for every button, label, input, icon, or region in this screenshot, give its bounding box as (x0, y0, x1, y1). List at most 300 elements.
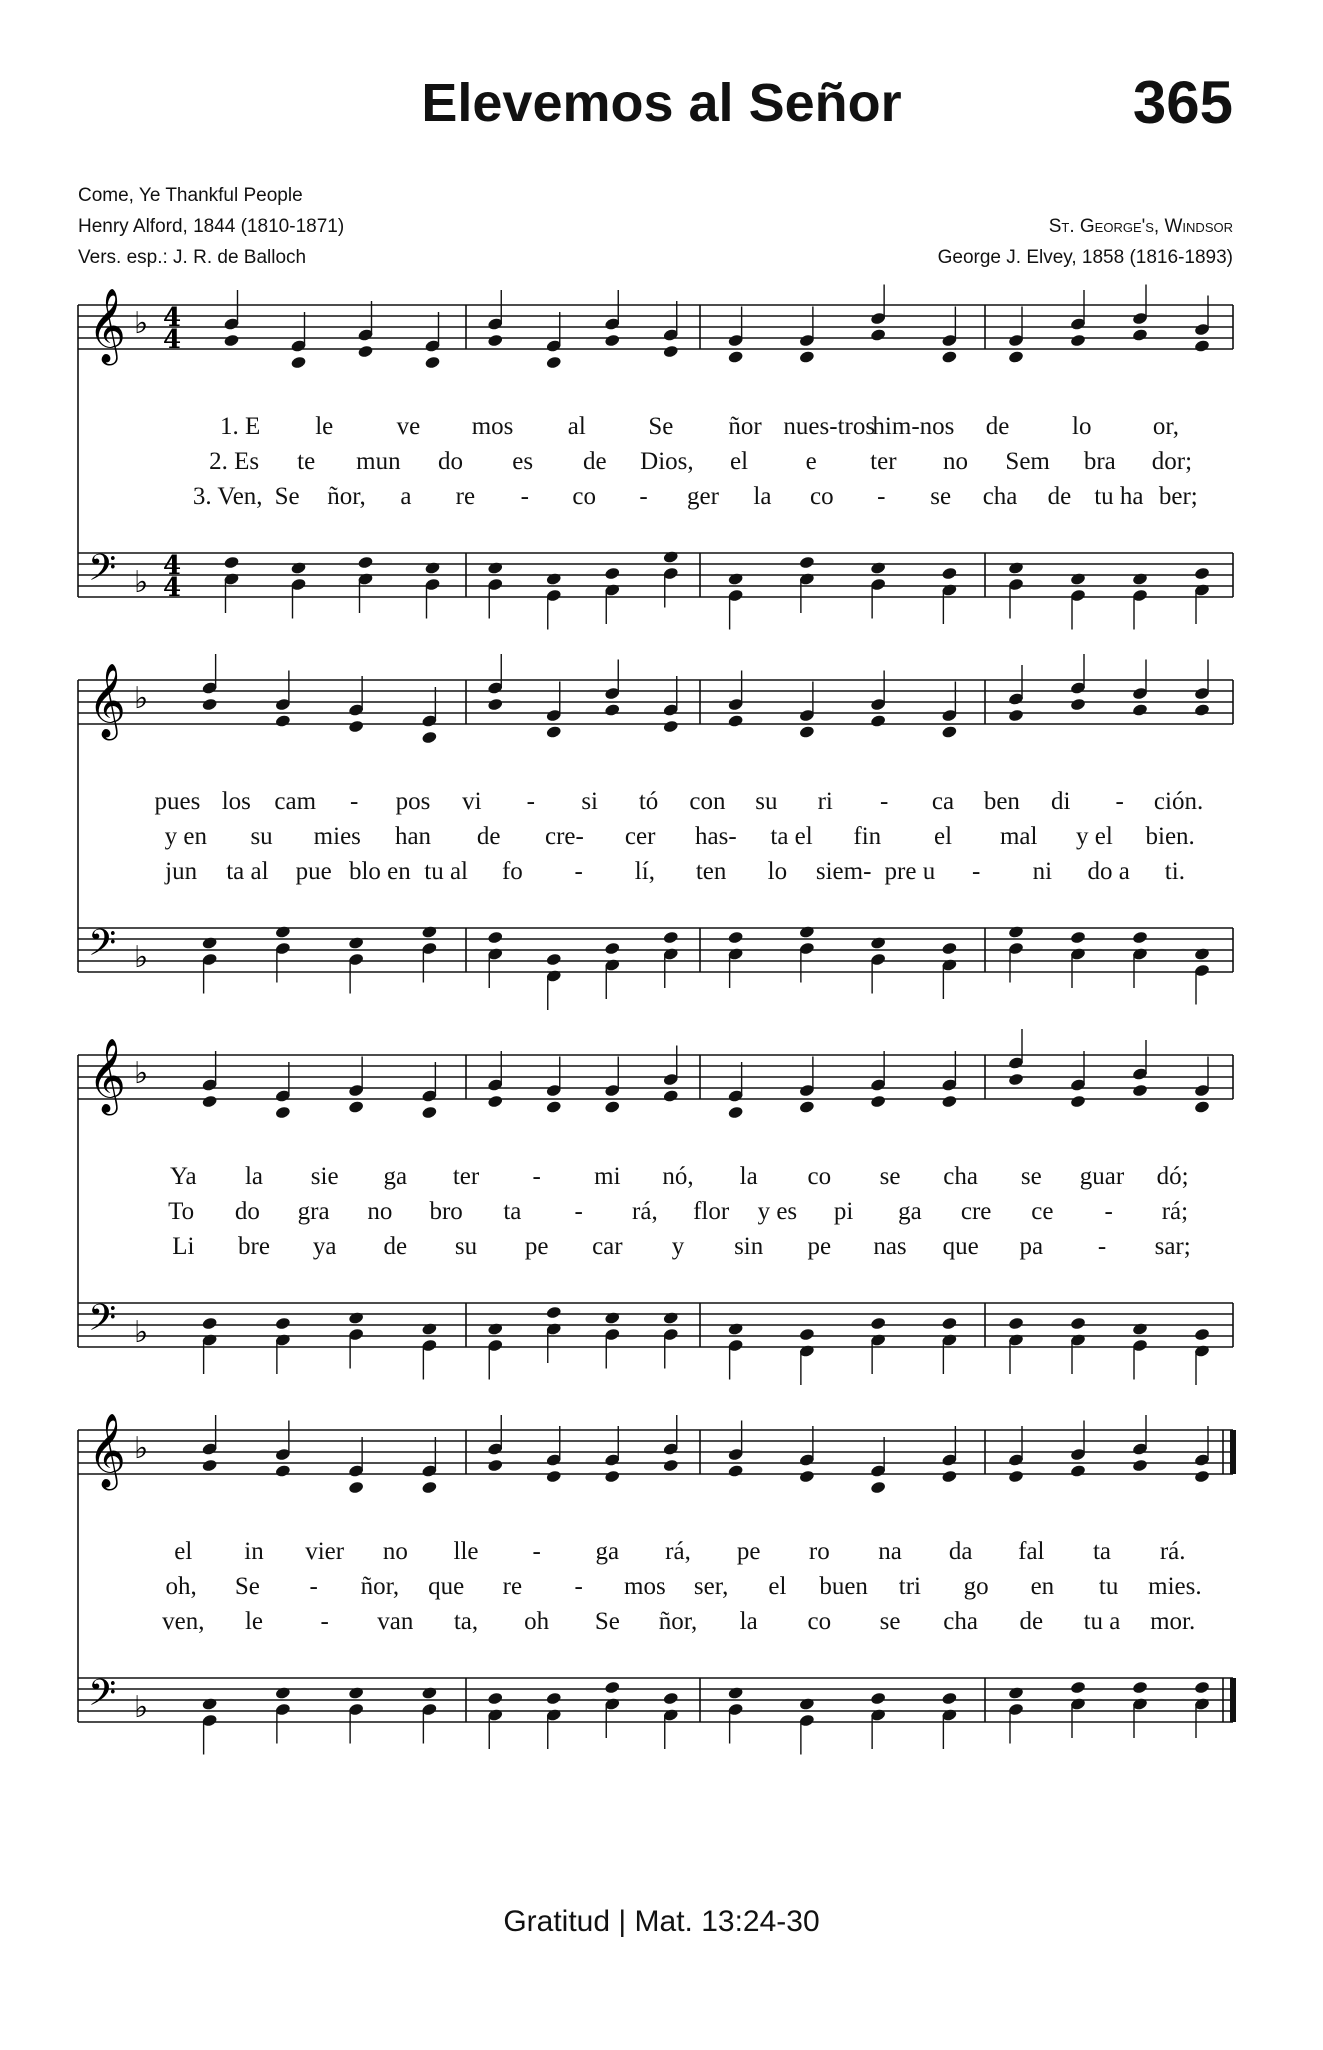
notehead (275, 1464, 292, 1478)
lyric-syllable: sin (734, 1233, 764, 1260)
lyric-syllable: tu al (424, 858, 468, 885)
lyric-syllable: jun (165, 858, 198, 885)
lyric-syllable: pue (295, 858, 332, 885)
lyric-syllable: cha (943, 1163, 979, 1190)
notehead (870, 328, 887, 342)
lyric-syllable: de (476, 823, 501, 850)
notehead (727, 572, 744, 586)
lyric-syllable: pos (395, 788, 431, 815)
lyric-syllable: la (739, 1608, 758, 1635)
notehead (727, 1464, 744, 1478)
notehead (1194, 566, 1211, 580)
notehead (545, 952, 562, 966)
lyric-syllable: rá, (665, 1538, 691, 1565)
lyric-syllable: Se (274, 483, 300, 510)
lyric-syllable: ñor (728, 413, 762, 440)
lyric-syllable: ser, (693, 1573, 729, 1600)
notehead (1132, 572, 1149, 586)
notehead (487, 561, 504, 575)
notehead (662, 344, 679, 358)
lyric-syllable: pe (807, 1233, 832, 1260)
lyric-syllable: el (933, 823, 953, 850)
lyric-syllable: lle (453, 1538, 479, 1565)
notehead (1070, 1094, 1087, 1108)
lyric-syllable: na (878, 1538, 902, 1565)
lyric-syllable: him-nos (872, 413, 955, 440)
lyric-syllable: van (377, 1608, 414, 1635)
notehead (1194, 947, 1211, 961)
notehead (1132, 328, 1149, 342)
lyric-syllable: - (532, 1538, 541, 1565)
lyric-syllable: pa (1019, 1233, 1044, 1260)
footer-separator: | (618, 1905, 627, 1938)
lyric-syllable: vier (305, 1538, 345, 1565)
lyric-syllable: ce (1031, 1198, 1054, 1225)
notehead (870, 1480, 887, 1494)
lyric-syllable: no (367, 1198, 393, 1225)
notehead (275, 1105, 292, 1119)
lyric-syllable: y en (164, 823, 208, 850)
notehead (424, 561, 441, 575)
lyric-line-2 (78, 1198, 1233, 1234)
notehead (348, 1311, 365, 1325)
notehead (290, 355, 307, 369)
lyric-syllable: siem- (815, 858, 872, 885)
notehead (421, 730, 438, 744)
lyric-syllable: ve (396, 413, 421, 440)
notehead (487, 1691, 504, 1705)
lyric-line-1 (78, 1538, 1233, 1574)
footer-topic: Gratitud (503, 1905, 611, 1938)
notehead (424, 355, 441, 369)
lyric-syllable: mies (313, 823, 361, 850)
lyric-syllable: lo (1072, 413, 1092, 440)
music-system-2 (78, 664, 1233, 1010)
lyric-syllable: no (943, 448, 968, 475)
lyric-syllable: 3. Ven, (192, 483, 263, 510)
lyric-syllable: flor (693, 1198, 730, 1225)
lyric-line-1 (78, 1163, 1233, 1199)
notehead (1070, 333, 1087, 347)
lyric-syllable: a (400, 483, 412, 510)
lyric-syllable: nues-tros (783, 413, 876, 440)
lyric-syllable: co (807, 1608, 832, 1635)
notehead (545, 572, 562, 586)
notehead (290, 561, 307, 575)
lyric-syllable: se (930, 483, 952, 510)
lyric-syllable: ta, (453, 1608, 479, 1635)
notehead (357, 344, 374, 358)
lyric-syllable: tó (638, 788, 659, 815)
lyric-syllable: do a (1087, 858, 1130, 885)
notehead (1132, 930, 1149, 944)
lyric-syllable: re (502, 1573, 523, 1600)
treble-clef-icon: 𝄞 (88, 1414, 126, 1488)
footer-reference: Mat. 13:24-30 (634, 1905, 820, 1938)
notehead (421, 1105, 438, 1119)
notehead (1008, 1072, 1025, 1086)
notehead (662, 1458, 679, 1472)
tune-name: St. George's, Windsor (1048, 216, 1233, 237)
notehead (941, 941, 958, 955)
lyric-syllable: e (805, 448, 817, 475)
lyric-syllable: - (526, 788, 535, 815)
lyric-syllable: - (1115, 788, 1124, 815)
lyric-syllable: ca (931, 788, 955, 815)
notehead (799, 1697, 816, 1711)
lyric-syllable: Li (172, 1233, 195, 1260)
lyric-syllable: si (581, 788, 598, 815)
lyric-syllable: nó, (662, 1163, 694, 1190)
lyric-syllable: es (512, 448, 534, 475)
credits-right (938, 211, 1233, 273)
notehead (487, 930, 504, 944)
lyric-syllable: ga (383, 1163, 408, 1190)
lyric-syllable: dó; (1156, 1163, 1189, 1190)
lyric-syllable: que (942, 1233, 979, 1260)
lyric-line-1 (78, 413, 1233, 449)
lyric-syllable: 1. E (219, 413, 261, 440)
notehead (201, 1697, 218, 1711)
lyric-syllable: di (1051, 788, 1071, 815)
notehead (201, 1094, 218, 1108)
notehead (604, 703, 621, 717)
lyric-syllable: ben (983, 788, 1020, 815)
lyric-syllable: pe (524, 1233, 549, 1260)
lyric-syllable: al (567, 413, 586, 440)
lyric-syllable: de (582, 448, 607, 475)
lyric-syllable: la (753, 483, 772, 510)
notehead (545, 1469, 562, 1483)
music-system-1 (78, 289, 1233, 635)
notehead (275, 714, 292, 728)
notehead (870, 714, 887, 728)
notehead (487, 333, 504, 347)
lyric-syllable: do (234, 1198, 260, 1225)
lyric-syllable: con (689, 788, 726, 815)
flat-icon: ♭ (134, 1056, 149, 1091)
notehead (662, 930, 679, 944)
lyric-syllable: in (244, 1538, 264, 1565)
notehead (1008, 708, 1025, 722)
notehead (1008, 561, 1025, 575)
lyric-syllable: ga (898, 1198, 922, 1225)
lyric-syllable: rá, (632, 1198, 658, 1225)
lyric-syllable: rá; (1161, 1198, 1189, 1225)
notehead (799, 350, 816, 364)
time-signature-top: 4 (163, 551, 182, 581)
notehead (1194, 339, 1211, 353)
notehead (201, 697, 218, 711)
notehead (799, 555, 816, 569)
notehead (870, 1691, 887, 1705)
notehead (604, 1469, 621, 1483)
notehead (421, 1480, 438, 1494)
music-system-4 (78, 1414, 1233, 1760)
lyric-syllable: lí, (634, 858, 655, 885)
time-signature-bottom: 4 (163, 573, 182, 603)
lyric-syllable: buen (819, 1573, 868, 1600)
lyric-syllable: Se (594, 1608, 620, 1635)
notehead (348, 1686, 365, 1700)
lyric-syllable: To (168, 1198, 195, 1225)
lyric-syllable: bra (1083, 448, 1116, 475)
lyric-syllable: mies. (1148, 1573, 1202, 1600)
lyric-syllable: mal (999, 823, 1038, 850)
notehead (604, 1680, 621, 1694)
lyric-syllable: ten (695, 858, 727, 885)
lyric-syllable: - (574, 1573, 583, 1600)
lyric-syllable: y el (1076, 823, 1113, 850)
lyric-syllable: en (1030, 1573, 1055, 1600)
notehead (1194, 703, 1211, 717)
lyric-syllable: guar (1079, 1163, 1125, 1190)
hymn-title: Elevemos al Señor (421, 73, 902, 133)
notehead (487, 1458, 504, 1472)
lyric-syllable: ger (687, 483, 719, 510)
notehead (1070, 1316, 1087, 1330)
lyric-syllable: mor. (1150, 1608, 1196, 1635)
notehead (941, 350, 958, 364)
lyric-syllable: - (320, 1608, 329, 1635)
notehead (662, 1691, 679, 1705)
notehead (545, 355, 562, 369)
lyric-syllable: tu ha (1094, 483, 1144, 510)
notehead (870, 1316, 887, 1330)
lyric-syllable: cer (624, 823, 656, 850)
lyric-line-2 (78, 448, 1233, 484)
author: Henry Alford, 1844 (1810-1871) (78, 216, 345, 237)
lyric-syllable: Se (648, 413, 674, 440)
notehead (662, 719, 679, 733)
lyric-syllable: ter (452, 1163, 480, 1190)
lyric-line-3 (78, 483, 1233, 519)
lyric-syllable: oh (524, 1608, 550, 1635)
lyric-syllable: co (810, 483, 834, 510)
notehead (799, 925, 816, 939)
notehead (799, 1469, 816, 1483)
lyric-syllable: - (532, 1163, 541, 1190)
lyric-syllable: ter (870, 448, 897, 475)
lyric-syllable: mi (594, 1163, 621, 1190)
notehead (1008, 1469, 1025, 1483)
time-signature-top: 4 (163, 303, 182, 333)
notehead (1132, 1083, 1149, 1097)
english-title: Come, Ye Thankful People (78, 185, 303, 206)
lyric-syllable: y es (757, 1198, 798, 1225)
notehead (941, 1094, 958, 1108)
flat-icon: ♭ (134, 681, 149, 716)
notehead (727, 930, 744, 944)
notehead (604, 1311, 621, 1325)
flat-icon: ♭ (134, 306, 149, 341)
lyric-syllable: ga (595, 1538, 620, 1565)
lyric-syllable: - (309, 1573, 318, 1600)
lyric-syllable: de (985, 413, 1010, 440)
lyric-syllable: sar; (1154, 1233, 1191, 1260)
lyric-syllable: pues (154, 788, 201, 815)
bass-clef-icon: 𝄢 (88, 1297, 117, 1348)
lyric-syllable: el (768, 1573, 787, 1600)
notehead (1070, 1464, 1087, 1478)
notehead (1132, 1458, 1149, 1472)
lyric-syllable: - (1097, 1233, 1107, 1260)
lyric-syllable: de (383, 1233, 408, 1260)
lyric-syllable: Ya (170, 1163, 197, 1190)
notehead (1132, 703, 1149, 717)
notehead (727, 1686, 744, 1700)
lyric-syllable: su (454, 1233, 478, 1260)
lyric-line-3 (78, 858, 1233, 894)
notehead (604, 566, 621, 580)
lyric-syllable: bien. (1145, 823, 1195, 850)
lyric-line-3 (78, 1233, 1233, 1269)
notehead (1194, 1469, 1211, 1483)
lyric-syllable: bre (238, 1233, 270, 1260)
treble-clef-icon: 𝄞 (88, 664, 126, 738)
lyric-syllable: Se (234, 1573, 260, 1600)
notehead (487, 697, 504, 711)
notehead (1070, 572, 1087, 586)
lyric-syllable: tu a (1083, 1608, 1121, 1635)
lyric-syllable: ñor, (327, 483, 366, 510)
lyric-syllable: ti. (1164, 858, 1185, 885)
notehead (870, 561, 887, 575)
lyric-syllable: de (1047, 483, 1072, 510)
lyric-syllable: gra (297, 1198, 330, 1225)
notehead (223, 333, 240, 347)
lyric-syllable: - (574, 1198, 583, 1225)
notehead (941, 1691, 958, 1705)
lyric-syllable: Sem (1005, 448, 1050, 475)
lyric-syllable: oh, (165, 1573, 197, 1600)
lyric-syllable: su (250, 823, 273, 850)
lyric-syllable: - (971, 858, 981, 885)
lyric-syllable: has- (695, 823, 737, 850)
notehead (1008, 1686, 1025, 1700)
notehead (275, 1686, 292, 1700)
notehead (357, 555, 374, 569)
notehead (1008, 1316, 1025, 1330)
notehead (662, 1311, 679, 1325)
lyric-syllable: - (877, 483, 886, 510)
lyric-syllable: ta (1092, 1538, 1112, 1565)
lyric-syllable: ta al (226, 858, 269, 885)
notehead (545, 1305, 562, 1319)
lyric-syllable: pre u (884, 858, 936, 885)
lyric-syllable: tri (898, 1573, 921, 1600)
notehead (604, 941, 621, 955)
credits-left (78, 180, 344, 273)
lyric-syllable: cha (943, 1608, 979, 1635)
notehead (421, 925, 438, 939)
notehead (727, 1322, 744, 1336)
notehead (275, 1316, 292, 1330)
lyric-syllable: ñor, (360, 1573, 400, 1600)
notehead (1132, 1680, 1149, 1694)
lyric-syllable: nas (873, 1233, 907, 1260)
notehead (870, 936, 887, 950)
lyric-syllable: re (455, 483, 476, 510)
lyric-syllable: go (963, 1573, 989, 1600)
lyric-syllable: - (879, 788, 889, 815)
lyric-syllable: cre- (545, 823, 584, 850)
lyric-syllable: no (382, 1538, 408, 1565)
notehead (941, 1469, 958, 1483)
bass-clef-icon: 𝄢 (88, 547, 117, 598)
lyric-syllable: fin (853, 823, 882, 850)
lyric-syllable: te (297, 448, 316, 475)
bass-clef-icon: 𝄢 (88, 1672, 117, 1723)
lyric-syllable: le (244, 1608, 264, 1635)
lyric-syllable: la (739, 1163, 758, 1190)
lyric-syllable: sie (310, 1163, 339, 1190)
lyric-syllable: - (574, 858, 583, 885)
flat-icon: ♭ (134, 565, 149, 600)
footer (0, 1905, 1323, 1939)
lyric-syllable: car (592, 1233, 623, 1260)
lyric-syllable: ni (1032, 858, 1053, 885)
notehead (223, 555, 240, 569)
notehead (941, 1316, 958, 1330)
lyric-syllable: fal (1018, 1538, 1045, 1565)
notehead (545, 1691, 562, 1705)
treble-clef-icon: 𝄞 (88, 1039, 126, 1113)
lyric-syllable: mos (471, 413, 514, 440)
lyric-syllable: la (244, 1163, 264, 1190)
lyric-syllable: ri (817, 788, 833, 815)
lyric-syllable: mun (356, 448, 401, 475)
treble-clef-icon: 𝄞 (88, 289, 126, 363)
flat-icon: ♭ (134, 1690, 149, 1725)
lyric-syllable: - (349, 788, 359, 815)
lyric-syllable: or, (1152, 413, 1179, 440)
lyric-line-1 (78, 788, 1233, 824)
notehead (201, 1458, 218, 1472)
notehead (604, 1100, 621, 1114)
lyric-syllable: fo (501, 858, 523, 885)
lyric-syllable: dor; (1151, 448, 1193, 475)
lyric-syllable: los (221, 788, 251, 815)
lyric-syllable: se (879, 1608, 901, 1635)
lyric-syllable: su (755, 788, 778, 815)
notehead (1070, 930, 1087, 944)
lyric-syllable: y (671, 1233, 685, 1260)
lyric-syllable: Dios, (640, 448, 694, 475)
notehead (348, 936, 365, 950)
lyric-syllable: lo (767, 858, 788, 885)
lyric-line-3 (78, 1608, 1233, 1644)
lyric-syllable: se (1020, 1163, 1042, 1190)
lyric-syllable: ber; (1158, 483, 1198, 510)
lyric-syllable: do (438, 448, 463, 475)
lyric-syllable: ta (503, 1198, 522, 1225)
lyric-syllable: ven, (162, 1608, 205, 1635)
lyric-syllable: pi (833, 1198, 854, 1225)
notehead (421, 1322, 438, 1336)
notehead (201, 1316, 218, 1330)
notehead (487, 1094, 504, 1108)
lyric-syllable: cam (274, 788, 317, 815)
lyric-syllable: tu (1098, 1573, 1119, 1600)
lyric-syllable: pe (736, 1538, 761, 1565)
notehead (348, 1100, 365, 1114)
notehead (487, 1322, 504, 1336)
lyric-syllable: co (572, 483, 596, 510)
notehead (545, 725, 562, 739)
lyric-syllable: ya (312, 1233, 337, 1260)
notehead (941, 725, 958, 739)
